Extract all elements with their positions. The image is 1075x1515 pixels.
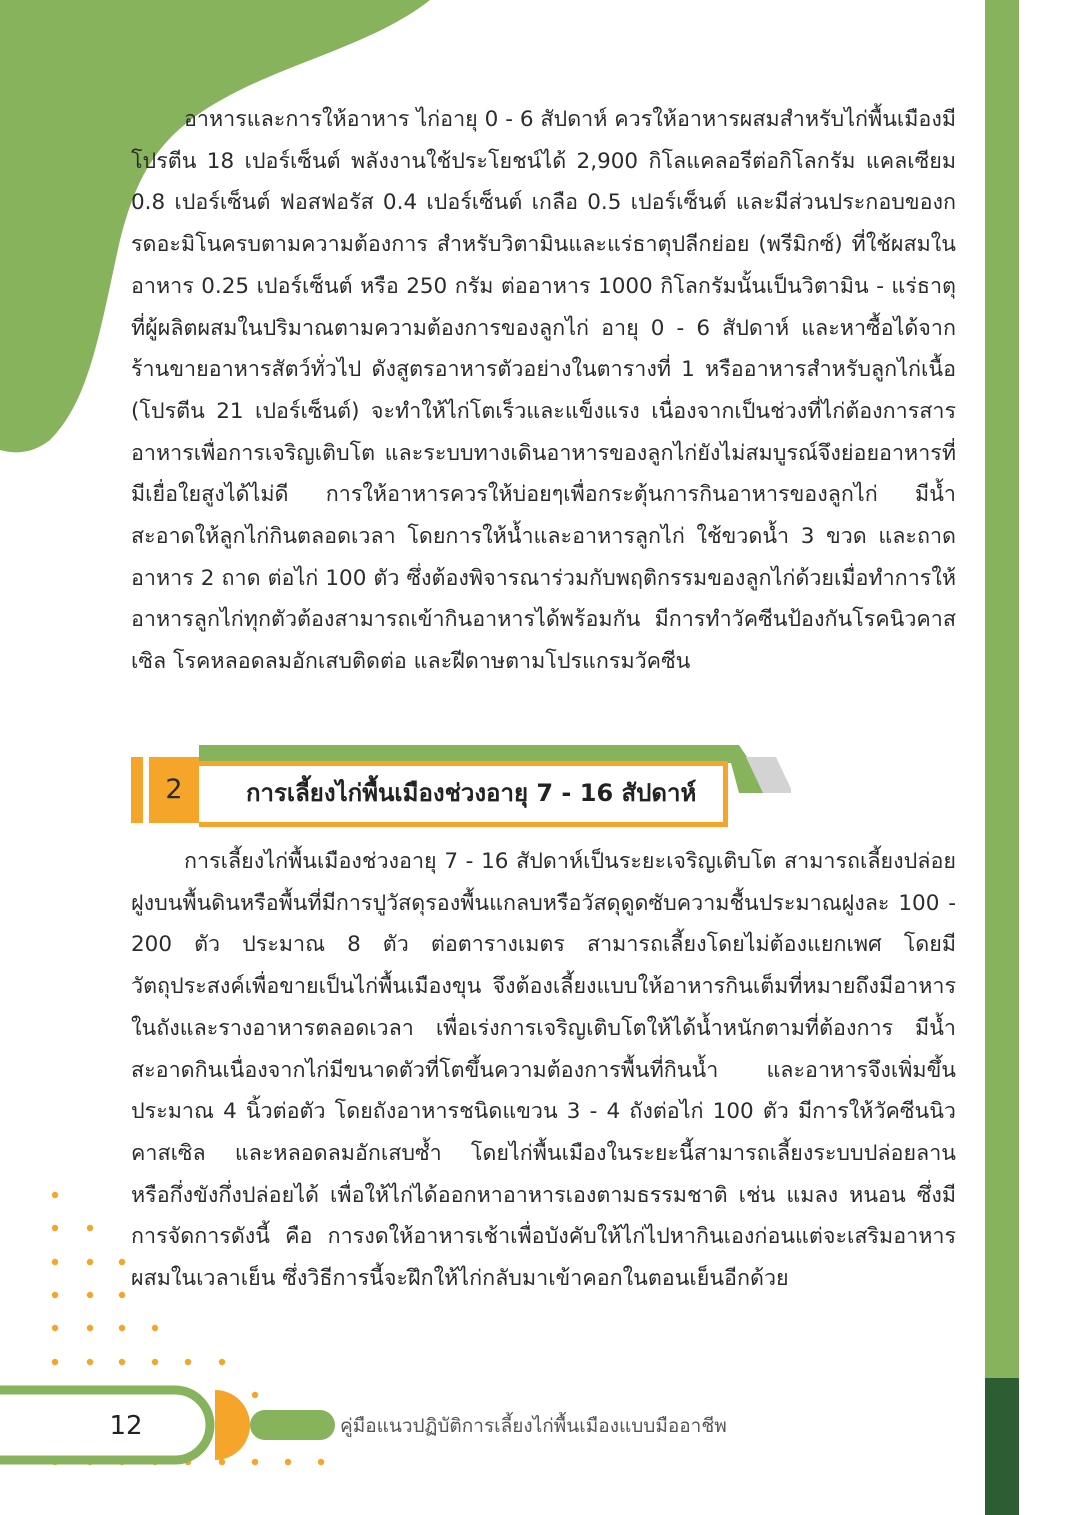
- body-paragraph-1: อาหารและการให้อาหาร ไก่อายุ 0 - 6 สัปดาห์ ควรให้อาหารผสมสำหรับไก่พื้นเมืองมีโปรตีน 18 เปอร์เซ็นต์ พลังงานใช้ประโยชน์ได้ 2,900 กิโลแคลอรีต่อกิโลกรัม แคลเซียม 0.8 เปอร์เซ็นต์ ฟอสฟอรัส 0.4 เปอร์เซ็นต์ เกลือ 0.5 เปอร์เซ็นต์ และมีส่วนประกอบของกรดอะมิโนครบตามความต้องการ สำหรับวิตามินและแร่ธาตุปลีกย่อย (พรีมิกซ์) ที่ใช้ผสมในอาหาร 0.25 เปอร์เซ็นต์ หรือ 250 กรัม ต่ออาหาร 1000 กิโลกรัมนั้นเป็นวิตามิน - แร่ธาตุ ที่ผู้ผลิตผสมในปริมาณตามความต้องการของลูกไก่ อายุ 0 - 6 สัปดาห์ และหาซื้อได้จากร้านขายอาหารสัตว์ทั่วไป ดังสูตรอาหารตัวอย่างในตารางที่ 1 หรืออาหารสำหรับลูกไก่เนื้อ (โปรตีน 21 เปอร์เซ็นต์) จะทำให้ไก่โตเร็วและแข็งแรง เนื่องจากเป็นช่วงที่ไก่ต้องการสารอาหารเพื่อการเจริญเติบโต และระบบทางเดินอาหารของลูกไก่ยังไม่สมบูรณ์จึงย่อยอาหารที่มีเยื่อใยสูงได้ไม่ดี การให้อาหารควรให้บ่อยๆเพื่อกระตุ้นการกินอาหารของลูกไก่ มีน้ำสะอาดให้ลูกไก่กินตลอดเวลา โดยการให้น้ำและอาหารลูกไก่ ใช้ขวดน้ำ 3 ขวด และถาดอาหาร 2 ถาด ต่อไก่ 100 ตัว ซึ่งต้องพิจารณาร่วมกับพฤติกรรมของลูกไก่ด้วยเมื่อทำการให้อาหารลูกไก่ทุกตัวต้องสามารถเข้ากินอาหารได้พร้อมกัน มีการทำวัคซีนป้องกันโรคนิวคาสเซิล โรคหลอดลมอักเสบติดต่อ และฝีดาษตามโปรแกรมวัคซีน: [131, 107, 956, 675]
- body-paragraph-2: การเลี้ยงไก่พื้นเมืองช่วงอายุ 7 - 16 สัปดาห์เป็นระยะเจริญเติบโต สามารถเลี้ยงปล่อยฝูงบนพื้นดินหรือพื้นที่มีการปูวัสดุรองพื้นแกลบหรือวัสดุดูดซับความชื้นประมาณฝูงละ 100 - 200 ตัว ประมาณ 8 ตัว ต่อตารางเมตร สามารถเลี้ยงโดยไม่ต้องแยกเพศ โดยมีวัตถุประสงค์เพื่อขายเป็นไก่พื้นเมืองขุน จึงต้องเลี้ยงแบบให้อาหารกินเต็มที่หมายถึงมีอาหารในถังและรางอาหารตลอดเวลา เพื่อเร่งการเจริญเติบโตให้ได้น้ำหนักตามที่ต้องการ มีน้ำสะอาดกินเนื่องจากไก่มีขนาดตัวที่โตขึ้นความต้องการพื้นที่กินน้ำ และอาหารจึงเพิ่มขึ้นประมาณ 4 นิ้วต่อตัว โดยถังอาหารชนิดแขวน 3 - 4 ถังต่อไก่ 100 ตัว มีการให้วัคซีนนิวคาสเซิล และหลอดลมอักเสบซ้ำ โดยไก่พื้นเมืองในระยะนี้สามารถเลี้ยงระบบปล่อยลาน หรือกึ่งขังกึ่งปล่อยได้ เพื่อให้ไก่ได้ออกหาอาหารเองตามธรรมชาติ เช่น แมลง หนอน ซึ่งมีการจัดการดังนี้ คือ การงดให้อาหารเช้าเพื่อบังคับให้ไก่ไปหากินเองก่อนแต่จะเสริมอาหารผสมในเวลาเย็น ซึ่งวิธีการนี้จะฝึกให้ไก่กลับมาเข้าคอกในตอนเย็นอีกด้วย: [131, 849, 956, 1292]
- right-edge-bar: [985, 0, 1019, 1515]
- right-edge-bar-dark: [985, 1378, 1019, 1515]
- section-number: 2: [165, 774, 183, 805]
- footer-decoration: [0, 1378, 360, 1478]
- section-heading: [131, 745, 791, 829]
- section-title: การเลี้ยงไก่พื้นเมืองช่วงอายุ 7 - 16 สัปดาห์: [246, 779, 697, 807]
- heading-orange-bar: [131, 757, 143, 823]
- footer-book-title: คู่มือแนวปฏิบัติการเลี้ยงไก่พื้นเมืองแบบมืออาชีพ: [340, 1415, 727, 1437]
- page-number: 12: [109, 1411, 143, 1441]
